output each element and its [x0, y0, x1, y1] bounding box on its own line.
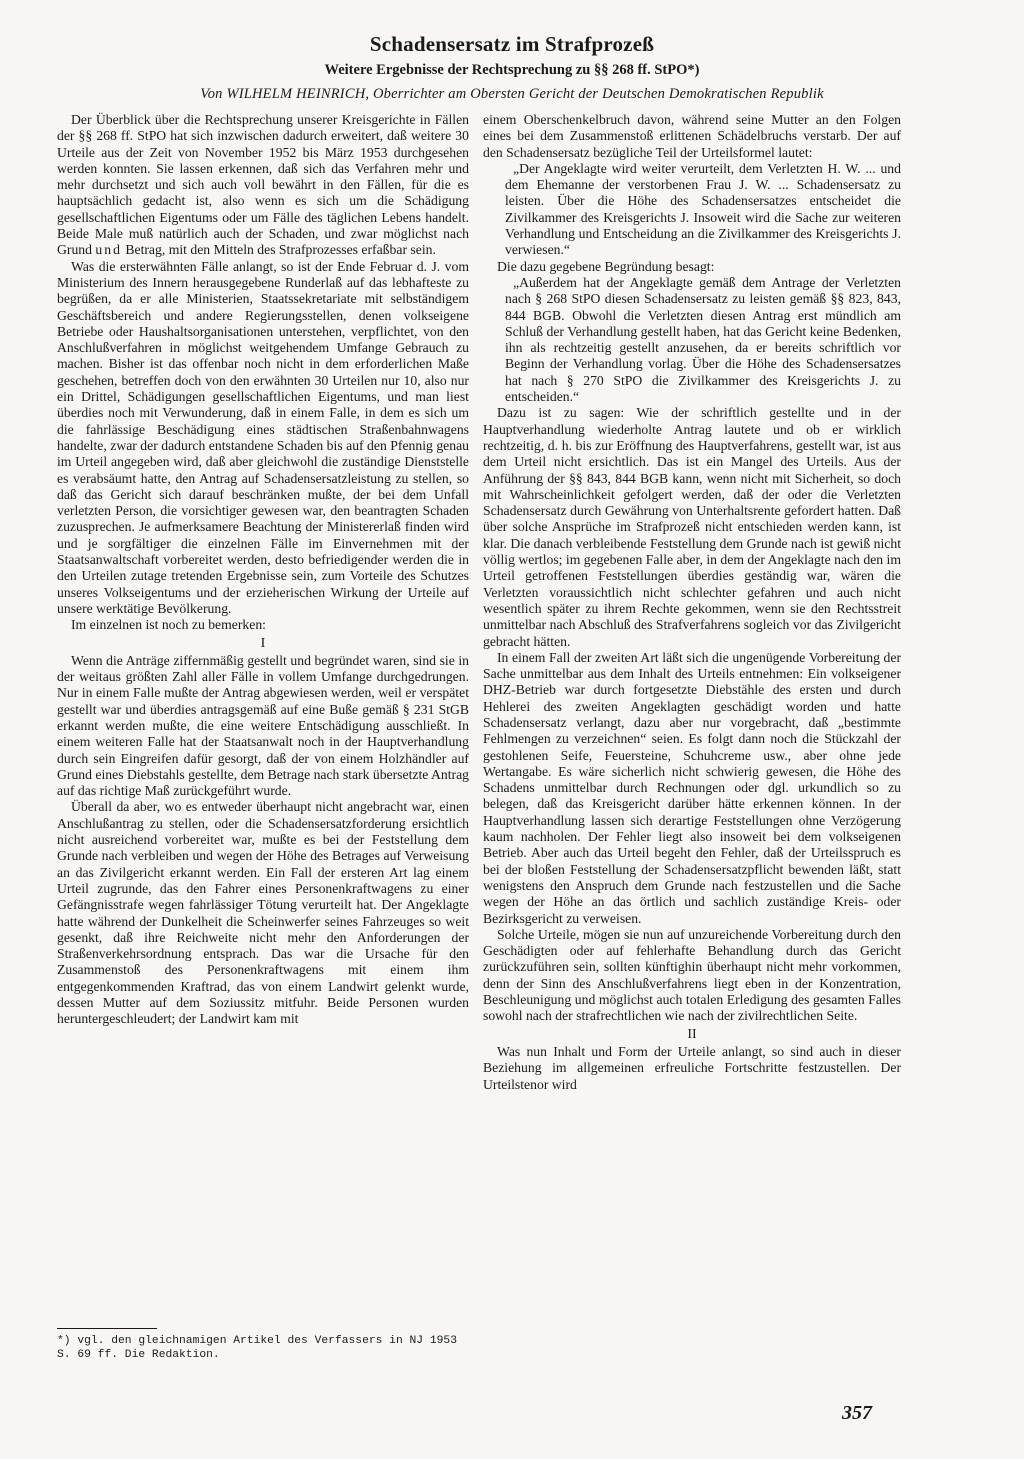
article-subtitle: Weitere Ergebnisse der Rechtsprechung zu §§ 268 ff. StPO*) — [324, 62, 700, 78]
paragraph: In einem Fall der zweiten Art läßt sich die ungenügende Vorbereitung der Sache unmittelbar aus dem Inhalt des Urteils entnehmen: Ein volkseigener DHZ-Betrieb war durch fortgesetzte Diebstähle des ersten und durch Hehlerei des zweiten Angeklagten geschädigt worden und hatte Schadensersatz verlangt, dazu aber nur vorgebracht, daß „bestimmte Fehlmengen zu verzeichnen“ seien. Es folgt dann noch die Stückzahl der gestohlenen Seife, Feuersteine, Schuhcreme usw., aber ohne jede Wertangabe. Es wäre sicherlich nicht schwierig gewesen, die Höhe des Schadens unmittelbar durch Rechnungen oder dgl. urkundlich so zu belegen, daß das Kreisgericht darüber hätte erkennen können. In der Hauptverhandlung lassen sich derartige Feststellungen ohne Verzögerung kaum nachholen. Der Fehler liegt also insoweit bei dem volkseigenen Betrieb. Aber auch das Urteil begeht den Fehler, daß der Urteilsspruch es bei der bloßen Feststellung der Schadensersatzpflicht bewenden läßt, statt wenigstens den Anspruch dem Grunde nach festzustellen und die Sache wegen der Höhe an das örtlich und sachlich zuständige Kreis- oder Bezirksgericht zu verweisen. — [483, 649, 901, 926]
paragraph: einem Oberschenkelbruch davon, während seine Mutter an den Folgen eines bei dem Zusammenstoß erlittenen Schädelbruchs verstarb. Der auf den Schadensersatz bezügliche Teil der Urteilsformel lautet: — [483, 112, 901, 160]
paragraph: Was nun Inhalt und Form der Urteile anlangt, so sind auch in dieser Beziehung im allgemeinen erfreuliche Fortschritte festzustellen. Der Urteilstenor wird — [483, 1043, 901, 1092]
emphasized-word: und — [95, 242, 122, 258]
footnote: *) vgl. den gleichnamigen Artikel des Verfassers in NJ 1953 S. 69 ff. Die Redaktion. — [57, 1335, 457, 1361]
quotation: „Der Angeklagte wird weiter verurteilt, dem Verletzten H. W. ... und dem Ehemanne der verstorbenen Frau J. W. ... Schadensersatz zu leisten. Über die Höhe des Schadensersatzes entscheidet die Zivilkammer des Kreisgerichts J. Insoweit wird die Sache zur weiteren Verhandlung und Entscheidung an die Zivilkammer des Kreisgerichts J. verwiesen.“ — [505, 160, 901, 258]
section-heading: I — [260, 635, 266, 651]
paragraph: Überall da aber, wo es entweder überhaupt nicht angebracht war, einen Anschlußantrag zu stellen, oder die Schadensersatzforderung ersichtlich nicht ausreichend vorbereitet war, mußte es bei der Feststellung dem Grunde nach verbleiben und wegen der Höhe des Betrages auf Verweisung an das Zivilgericht erkannt werden. Ein Fall der ersteren Art lag einem Urteil zugrunde, das den Fahrer eines Personenkraftwagens zu einer Gefängnisstrafe wegen fahrlässiger Tötung verurteilt hat. Der Angeklagte hatte während der Dunkelheit die Scheinwerfer seines Fahrzeuges so weit gesenkt, daß ihre Reichweite nicht mehr den Anforderungen der Straßenverkehrsordnung entsprach. Das war die Ursache für den Zusammenstoß des Personenkraftwagens mit einem ihm entgegenkommenden Kraftrad, das von einem Landwirt gelenkt wurde, dessen Mutter auf dem Soziussitz mitfuhr. Beide Personen wurden heruntergeschleudert; der Landwirt kam mit — [57, 799, 469, 1027]
right-column — [483, 112, 901, 1397]
paragraph: Solche Urteile, mögen sie nun auf unzureichende Vorbereitung durch den Geschädigten oder auf fehlerhafte Behandlung durch das Gericht zurückzuführen sein, sollten künftighin überhaupt nicht mehr vorkommen, denn der Sinn des Anschlußverfahrens liegt eben in der Konzentration, Beschleunigung und möglichst auch totalen Erledigung des gesamten Falles sowohl nach der strafrechtlichen wie nach der zivilrechtlichen Seite. — [483, 926, 901, 1024]
article-title: Schadensersatz im Strafprozeß — [369, 32, 655, 56]
page-number: 357 — [842, 1402, 872, 1424]
section-heading: II — [687, 1026, 697, 1042]
footnote-rule — [57, 1328, 157, 1329]
paragraph: Wenn die Anträge ziffernmäßig gestellt und begründet waren, sind sie in der weitaus größten Zahl aller Fälle in vollem Umfange durchgedrungen. Nur in einem Falle mußte der Antrag abgewiesen werden, weil er verspätet gestellt war und überdies antragsgemäß auf eine Buße gemäß § 231 StGB erkannt werden mußte, die eine weitere Entschädigung ausschließt. In einem weiteren Falle hat der Staatsanwalt noch in der Hauptverhandlung durch sein Eingreifen dafür gesorgt, daß der von einem Holzhändler auf Grund eines Diebstahls gestellte, dem Betrage nach stark übersetzte Antrag auf das richtige Maß zurückgeführt wurde. — [57, 652, 470, 799]
left-column — [57, 112, 469, 1322]
paragraph-text: Der Überblick über die Rechtsprechung unserer Kreisgerichte in Fällen der §§ 268 ff. StPO hat sich inzwischen dadurch erweitert, daß weitere 30 Urteile aus der Zeit von November 1952 bis März 1953 durchgesehen werden konnten. Sie lassen erkennen, daß sich das Verfahren mehr und mehr durchsetzt und sich auch voll bewährt in den Fällen, für die es hauptsächlich gedacht ist, also wenn es sich um die Schädigung gesellschaftlichen Eigentums oder um Fälle des täglichen Lebens handelt. Beide Male muß natürlich auch der Schaden, und zwar möglichst nach Grund — [57, 112, 469, 258]
article-byline: Von WILHELM HEINRICH, Oberrichter am Obersten Gericht der Deutschen Demokratischen Republik — [200, 86, 824, 102]
paragraph-text: Betrag, mit den Mitteln des Strafprozesses erfaßbar sein. — [125, 242, 436, 258]
quotation: „Außerdem hat der Angeklagte gemäß dem Antrage der Verletzten nach § 268 StPO diesen Schadensersatz zu leisten gemäß §§ 823, 843, 844 BGB. Obwohl die Verletzten diesen Antrag erst mündlich am Schluß der Verhandlung gestellt haben, hat das Gericht keine Bedenken, ihn als rechtzeitig gestellt anzusehen, da er bereits schriftlich vor Beginn der Verhandlung vorlag. Über die Höhe des Schadensersatzes hat nach § 270 StPO die Zivilkammer des Kreisgerichts J. zu entscheiden.“ — [505, 274, 901, 405]
paragraph: Die dazu gegebene Begründung besagt: — [497, 258, 715, 274]
paragraph: Was die ersterwähnten Fälle anlangt, so ist der Ende Februar d. J. vom Ministerium des Innern herausgegebene Runderlaß auf das lebhafteste zu begrüßen, da er alle Ministerien, Staatssekretariate mit selbständigem Geschäftsbereich und andere Regierungsstellen, denen volkseigene Betriebe oder Haushaltsorganisationen unterstehen, verpflichtet, von den Anschlußverfahren in möglichst weitgehendem Umfange Gebrauch zu machen. Bisher ist das offenbar noch nicht in dem erforderlichen Maße geschehen, betreffen doch von den erwähnten 30 Urteilen nur 10, also nur ein Drittel, Schädigungen gesellschaftlichen Eigentums, und man liest überdies noch mit Verwunderung, daß in einem Falle, in dem es sich um die fahrlässige Beschädigung eines städtischen Straßenbahnwagens handelte, zwar der dadurch entstandene Schaden bis auf den Pfennig genau im Urteil angegeben wird, daß aber gleichwohl die zuständige Dienststelle es verabsäumt hatte, den Antrag auf Schadensersatzleistung zu stellen, so daß das Gericht sich darauf beschränken mußte, der bei dem Unfall verletzten Person, die vorsichtiger gewesen war, den beantragten Schaden zuzusprechen. Je aufmerksamere Beachtung der Ministererlaß finden wird und je sorgfältiger die einzelnen Fälle im Einvernehmen mit der Staatsanwaltschaft vorbereitet werden, desto befriedigender werden die in den Urteilen zutage tretenden Ergebnisse sein, zum Vorteile des Schutzes unseres Volkseigentums und der erzieherischen Wirkung der Urteile auf unsere werktätige Bevölkerung. — [57, 258, 469, 616]
paragraph — [57, 112, 469, 259]
paragraph: Im einzelnen ist noch zu bemerken: — [71, 617, 266, 633]
paragraph: Dazu ist zu sagen: Wie der schriftlich gestellte und in der Hauptverhandlung wiederholte Antrag lautete und ob er wirklich rechtzeitig, d. h. bis zur Eröffnung des Hauptverfahrens, gestellt war, ist aus dem Urteil nicht ersichtlich. Das ist ein Mangel des Urteils. Aus der Anführung der §§ 843, 844 BGB kann, wenn nicht mit Sicherheit, so doch mit Wahrscheinlichkeit gefolgert werden, daß der oder die Verletzten Schadensersatz durch Gewährung von Unterhaltsrente gefordert hatten. Daß über solche Ansprüche im Strafprozeß nicht entschieden werden kann, ist klar. Die danach verbleibende Feststellung dem Grunde nach ist gewiß nicht völlig wertlos; im gegebenen Falle aber, in dem der Angeklagte nach den im Urteil getroffenen Feststellungen überdies geständig war, wären die Verletzten voraussichtlich nicht schlechter gefahren und auch nicht wesentlich später zu ihrem Rechte gekommen, wenn sie den Rechtsstreit unmittelbar nach Abschluß des Strafverfahrens sogleich vor das Zivilgericht gebracht hätten. — [483, 405, 901, 649]
